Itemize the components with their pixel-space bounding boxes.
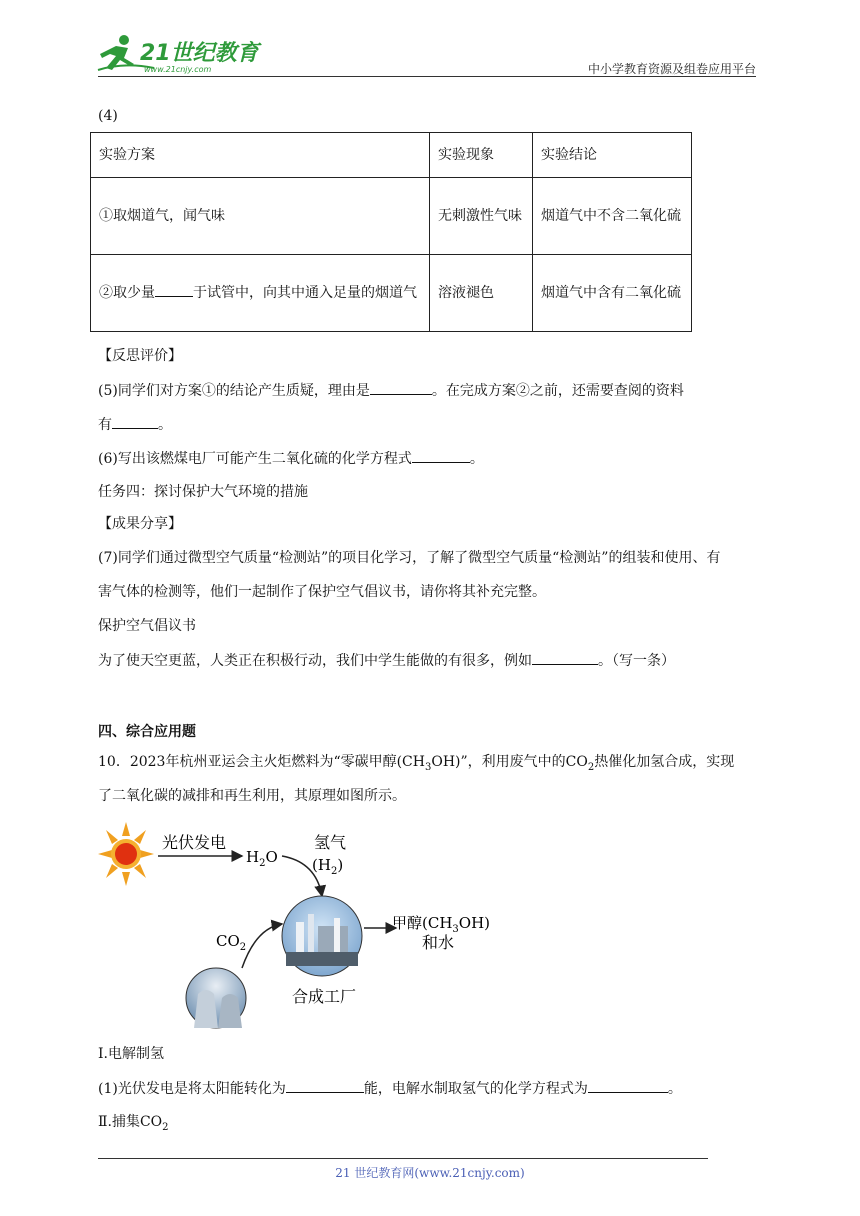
results-title: 【成果分享】	[98, 516, 182, 532]
header-tagline: 中小学教育资源及组卷应用平台	[587, 62, 756, 76]
row2-plan: ②取少量 于试管中，向其中通入足量的烟道气	[91, 255, 430, 332]
answer-blank[interactable]	[155, 282, 193, 297]
factory-label: 合成工厂	[292, 987, 357, 1006]
table-header-row	[91, 133, 692, 178]
answer-blank[interactable]	[286, 1078, 364, 1093]
header-conclusion: 实验结论	[533, 133, 692, 178]
answer-blank[interactable]	[588, 1078, 668, 1093]
row2-phenomenon: 溶液褪色	[430, 255, 533, 332]
question-10-line1: 10．2023年杭州亚运会主火炬燃料为“零碳甲醇$(CH_3OH)$”，利用废气中的$CO_2$热催化加氢合成，实现	[98, 754, 735, 773]
and-water-label: 和水	[422, 933, 455, 952]
footer-text: 21 世纪教育网(www.21cnjy.com)	[335, 1166, 525, 1180]
h2o-label: $H_2O$	[246, 848, 278, 869]
question-4-label: (4)	[98, 108, 118, 124]
question-7-line2: 害气体的检测等，他们一起制作了保护空气倡议书，请你将其补充完整。	[98, 584, 546, 600]
diagram-svg	[96, 818, 516, 1032]
question-6: (6)写出该燃煤电厂可能产生二氧化硫的化学方程式 。	[98, 448, 484, 469]
footer-divider	[98, 1158, 708, 1159]
methanol-synthesis-diagram	[96, 818, 516, 1032]
logo-url: www.21cnjy.com	[144, 65, 212, 74]
question-1: (1)光伏发电是将太阳能转化为 能，电解水制取氢气的化学方程式为 。	[98, 1078, 682, 1099]
pv-label: 光伏发电	[162, 833, 227, 852]
power-plant-image	[186, 968, 246, 1028]
sun-icon	[98, 822, 154, 886]
table-row	[91, 178, 692, 255]
question-5: (5)同学们对方案①的结论产生质疑，理由是 。在完成方案②之前，还需要查阅的资料	[98, 380, 684, 401]
site-logo	[94, 32, 264, 76]
reflection-title: 【反思评价】	[98, 348, 182, 364]
row1-plan: ①取烟道气，闻气味	[91, 178, 430, 255]
answer-blank[interactable]	[532, 650, 598, 665]
section-4-title: 四、综合应用题	[98, 724, 196, 740]
experiment-table	[90, 132, 692, 332]
h2-label: $(H_2)$	[312, 856, 344, 877]
proposal-title: 保护空气倡议书	[98, 618, 196, 634]
question-10-line2: 了二氧化碳的减排和再生利用，其原理如图所示。	[98, 788, 406, 804]
header-divider	[98, 76, 756, 77]
row2-conclusion: 烟道气中含有二氧化硫	[533, 255, 692, 332]
question-5-line2: 有 。	[98, 414, 172, 435]
header-plan: 实验方案	[91, 133, 430, 178]
proposal-text: 为了使天空更蓝，人类正在积极行动，我们中学生能做的有很多，例如 。（写一条）	[98, 650, 675, 671]
row1-phenomenon: 无刺激性气味	[430, 178, 533, 255]
hydrogen-label: 氢气	[314, 833, 347, 852]
table-row	[91, 255, 692, 332]
logo-text: 21世纪教育	[140, 41, 259, 66]
answer-blank[interactable]	[112, 414, 158, 429]
header-phenomenon: 实验现象	[430, 133, 533, 178]
factory-image	[282, 896, 362, 976]
task-4: 任务四：探讨保护大气环境的措施	[98, 484, 308, 500]
co2-label: $CO_2$	[216, 932, 247, 953]
methanol-label: 甲醇$(CH_3OH)$	[392, 914, 491, 935]
answer-blank[interactable]	[412, 448, 470, 463]
part-1-title: Ⅰ.电解制氢	[98, 1046, 164, 1062]
part-2-title: Ⅱ.捕集$CO_2$	[98, 1114, 169, 1133]
answer-blank[interactable]	[370, 380, 432, 395]
question-7-line1: (7)同学们通过微型空气质量“检测站”的项目化学习，了解了微型空气质量“检测站”的组装和使用、有	[98, 550, 721, 566]
row1-conclusion: 烟道气中不含二氧化硫	[533, 178, 692, 255]
